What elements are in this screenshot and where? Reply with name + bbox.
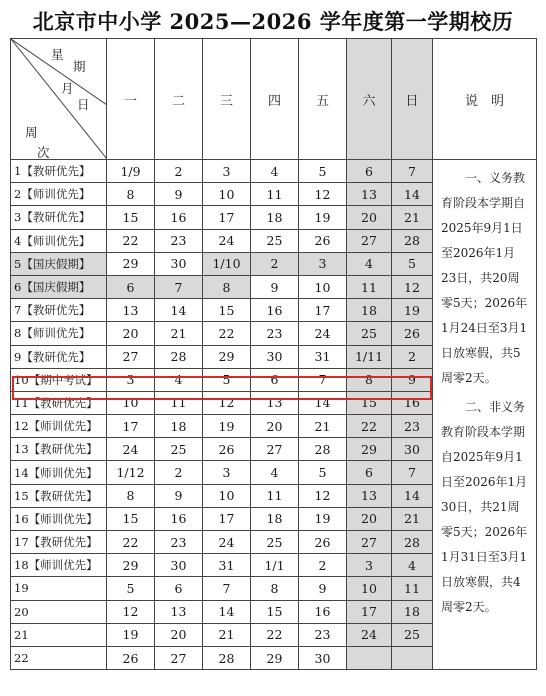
day-cell: 2 bbox=[299, 554, 347, 577]
day-cell: 31 bbox=[299, 345, 347, 368]
day-cell: 15 bbox=[251, 600, 299, 623]
day-cell: 15 bbox=[347, 391, 392, 414]
day-cell: 17 bbox=[203, 206, 251, 229]
day-cell: 2 bbox=[392, 345, 433, 368]
day-cell: 4 bbox=[251, 461, 299, 484]
week-row bbox=[11, 160, 537, 183]
day-cell: 7 bbox=[299, 368, 347, 391]
day-cell: 21 bbox=[392, 507, 433, 530]
day-cell: 24 bbox=[107, 438, 155, 461]
week-label: 3【教研优先】 bbox=[11, 206, 107, 229]
school-calendar-table bbox=[10, 38, 537, 670]
day-cell: 7 bbox=[155, 275, 203, 298]
day-cell: 8 bbox=[107, 183, 155, 206]
day-cell: 26 bbox=[299, 229, 347, 252]
day-cell: 14 bbox=[155, 299, 203, 322]
day-cell: 17 bbox=[347, 600, 392, 623]
day-cell: 25 bbox=[347, 322, 392, 345]
corner-label-ri: 日 bbox=[77, 97, 90, 112]
day-cell: 12 bbox=[392, 275, 433, 298]
day-cell: 19 bbox=[299, 507, 347, 530]
day-cell: 4 bbox=[347, 252, 392, 275]
day-cell: 16 bbox=[299, 600, 347, 623]
day-header-thu: 四 bbox=[251, 39, 299, 160]
day-cell: 5 bbox=[203, 368, 251, 391]
day-cell: 19 bbox=[203, 415, 251, 438]
day-cell: 20 bbox=[347, 507, 392, 530]
week-label: 9【教研优先】 bbox=[11, 345, 107, 368]
day-cell: 21 bbox=[203, 623, 251, 646]
day-cell: 29 bbox=[203, 345, 251, 368]
day-cell: 9 bbox=[251, 275, 299, 298]
day-cell: 14 bbox=[299, 391, 347, 414]
day-cell: 3 bbox=[107, 368, 155, 391]
day-header-wed: 三 bbox=[203, 39, 251, 160]
day-cell: 22 bbox=[347, 415, 392, 438]
day-cell: 24 bbox=[203, 229, 251, 252]
day-header-mon: 一 bbox=[107, 39, 155, 160]
day-cell: 30 bbox=[392, 438, 433, 461]
day-cell: 11 bbox=[155, 391, 203, 414]
day-cell: 4 bbox=[251, 160, 299, 183]
day-cell: 6 bbox=[155, 577, 203, 600]
day-cell: 27 bbox=[155, 646, 203, 669]
day-cell: 25 bbox=[155, 438, 203, 461]
day-cell: 6 bbox=[107, 275, 155, 298]
day-cell: 22 bbox=[251, 623, 299, 646]
day-cell: 23 bbox=[155, 531, 203, 554]
day-cell: 28 bbox=[155, 345, 203, 368]
day-cell: 26 bbox=[299, 531, 347, 554]
corner-label-yue: 月 bbox=[61, 81, 74, 96]
day-cell: 6 bbox=[347, 461, 392, 484]
week-label: 5【国庆假期】 bbox=[11, 252, 107, 275]
day-cell: 13 bbox=[155, 600, 203, 623]
day-cell: 21 bbox=[299, 415, 347, 438]
day-cell: 24 bbox=[347, 623, 392, 646]
day-cell: 23 bbox=[299, 623, 347, 646]
day-cell: 30 bbox=[251, 345, 299, 368]
day-cell: 15 bbox=[107, 507, 155, 530]
day-cell: 9 bbox=[155, 183, 203, 206]
day-cell: 11 bbox=[392, 577, 433, 600]
day-cell: 9 bbox=[392, 368, 433, 391]
day-cell: 4 bbox=[155, 368, 203, 391]
day-cell: 30 bbox=[155, 554, 203, 577]
day-cell: 16 bbox=[155, 507, 203, 530]
day-cell: 18 bbox=[347, 299, 392, 322]
day-cell: 8 bbox=[347, 368, 392, 391]
week-label: 17【教研优先】 bbox=[11, 531, 107, 554]
corner-header bbox=[11, 39, 107, 160]
day-cell: 19 bbox=[392, 299, 433, 322]
day-cell: 5 bbox=[107, 577, 155, 600]
day-cell bbox=[347, 646, 392, 669]
day-cell: 11 bbox=[347, 275, 392, 298]
page-title: 北京市中小学 2025—2026 学年度第一学期校历 bbox=[32, 9, 514, 34]
day-cell: 13 bbox=[107, 299, 155, 322]
day-cell: 14 bbox=[203, 600, 251, 623]
day-cell: 19 bbox=[107, 623, 155, 646]
week-label: 1【教研优先】 bbox=[11, 160, 107, 183]
week-label: 13【教研优先】 bbox=[11, 438, 107, 461]
day-cell: 27 bbox=[107, 345, 155, 368]
day-cell: 22 bbox=[203, 322, 251, 345]
week-label: 14【师训优先】 bbox=[11, 461, 107, 484]
day-cell: 2 bbox=[251, 252, 299, 275]
day-cell: 16 bbox=[155, 206, 203, 229]
day-cell: 11 bbox=[251, 484, 299, 507]
day-cell: 25 bbox=[392, 623, 433, 646]
day-cell: 26 bbox=[203, 438, 251, 461]
day-cell: 8 bbox=[203, 275, 251, 298]
day-cell: 15 bbox=[107, 206, 155, 229]
day-cell: 5 bbox=[299, 461, 347, 484]
day-cell: 29 bbox=[107, 252, 155, 275]
day-cell: 31 bbox=[203, 554, 251, 577]
day-cell: 1/10 bbox=[203, 252, 251, 275]
day-cell: 1/9 bbox=[107, 160, 155, 183]
day-cell: 4 bbox=[392, 554, 433, 577]
day-cell: 17 bbox=[107, 415, 155, 438]
day-cell: 7 bbox=[392, 160, 433, 183]
day-cell: 25 bbox=[251, 229, 299, 252]
day-cell: 30 bbox=[155, 252, 203, 275]
day-cell: 5 bbox=[299, 160, 347, 183]
day-cell: 13 bbox=[347, 183, 392, 206]
day-cell: 3 bbox=[347, 554, 392, 577]
day-cell: 12 bbox=[107, 600, 155, 623]
note-paragraph: 二、非义务教育阶段本学期自2025年9月1日至2026年1月30日，共21周零5天；2026年1月31日至3月1日放寒假，共4周零2天。 bbox=[441, 400, 528, 614]
day-cell: 3 bbox=[203, 160, 251, 183]
week-label: 19 bbox=[11, 577, 107, 600]
day-cell: 28 bbox=[203, 646, 251, 669]
day-cell: 3 bbox=[203, 461, 251, 484]
day-cell: 10 bbox=[347, 577, 392, 600]
week-label: 2【师训优先】 bbox=[11, 183, 107, 206]
day-cell: 12 bbox=[203, 391, 251, 414]
day-cell: 22 bbox=[107, 531, 155, 554]
week-label: 7【教研优先】 bbox=[11, 299, 107, 322]
day-cell: 16 bbox=[392, 391, 433, 414]
week-label: 6【国庆假期】 bbox=[11, 275, 107, 298]
day-cell: 10 bbox=[203, 183, 251, 206]
week-label: 8【师训优先】 bbox=[11, 322, 107, 345]
day-cell: 2 bbox=[155, 160, 203, 183]
notes-header: 说 明 bbox=[433, 39, 537, 160]
day-cell: 20 bbox=[107, 322, 155, 345]
day-cell: 2 bbox=[155, 461, 203, 484]
week-label: 15【教研优先】 bbox=[11, 484, 107, 507]
day-cell: 14 bbox=[392, 484, 433, 507]
day-cell: 12 bbox=[299, 183, 347, 206]
day-cell: 3 bbox=[299, 252, 347, 275]
week-label: 22 bbox=[11, 646, 107, 669]
day-cell: 27 bbox=[347, 229, 392, 252]
week-label: 21 bbox=[11, 623, 107, 646]
day-cell: 10 bbox=[299, 275, 347, 298]
day-cell: 23 bbox=[155, 229, 203, 252]
day-cell: 8 bbox=[107, 484, 155, 507]
day-cell: 18 bbox=[392, 600, 433, 623]
day-cell: 1/1 bbox=[251, 554, 299, 577]
week-label: 16【师训优先】 bbox=[11, 507, 107, 530]
day-cell: 21 bbox=[155, 322, 203, 345]
day-cell: 23 bbox=[392, 415, 433, 438]
day-cell: 13 bbox=[251, 391, 299, 414]
day-cell: 29 bbox=[107, 554, 155, 577]
corner-label-qi: 期 bbox=[73, 59, 86, 74]
day-cell: 20 bbox=[251, 415, 299, 438]
day-cell: 1/12 bbox=[107, 461, 155, 484]
day-cell: 13 bbox=[347, 484, 392, 507]
day-cell: 19 bbox=[299, 206, 347, 229]
note-paragraph: 一、义务教育阶段本学期自2025年9月1日至2026年1月23日，共20周零5天；2026年1月24日至3月1日放寒假，共5周零2天。 bbox=[441, 171, 528, 385]
day-cell: 18 bbox=[251, 507, 299, 530]
day-header-fri: 五 bbox=[299, 39, 347, 160]
day-cell: 25 bbox=[251, 531, 299, 554]
day-cell: 17 bbox=[299, 299, 347, 322]
day-cell bbox=[392, 646, 433, 669]
day-cell: 1/11 bbox=[347, 345, 392, 368]
header-row bbox=[11, 39, 537, 160]
day-cell: 18 bbox=[251, 206, 299, 229]
day-cell: 28 bbox=[392, 531, 433, 554]
corner-label-ci: 次 bbox=[37, 145, 50, 160]
week-label: 18【师训优先】 bbox=[11, 554, 107, 577]
day-cell: 23 bbox=[251, 322, 299, 345]
day-cell: 26 bbox=[107, 646, 155, 669]
day-cell: 16 bbox=[251, 299, 299, 322]
corner-label-xing: 星 bbox=[51, 47, 64, 62]
day-cell: 5 bbox=[392, 252, 433, 275]
day-cell: 27 bbox=[251, 438, 299, 461]
day-cell: 6 bbox=[347, 160, 392, 183]
day-cell: 28 bbox=[392, 229, 433, 252]
day-cell: 15 bbox=[203, 299, 251, 322]
day-cell: 7 bbox=[203, 577, 251, 600]
day-cell: 20 bbox=[347, 206, 392, 229]
week-label: 10【期中考试】 bbox=[11, 368, 107, 391]
day-cell: 8 bbox=[251, 577, 299, 600]
day-cell: 14 bbox=[392, 183, 433, 206]
day-cell: 28 bbox=[299, 438, 347, 461]
notes-cell bbox=[433, 160, 537, 670]
day-cell: 27 bbox=[347, 531, 392, 554]
day-cell: 20 bbox=[155, 623, 203, 646]
day-cell: 22 bbox=[107, 229, 155, 252]
day-cell: 29 bbox=[347, 438, 392, 461]
day-cell: 9 bbox=[299, 577, 347, 600]
day-cell: 29 bbox=[251, 646, 299, 669]
day-cell: 24 bbox=[203, 531, 251, 554]
week-label: 4【师训优先】 bbox=[11, 229, 107, 252]
day-header-sun: 日 bbox=[392, 39, 433, 160]
day-cell: 24 bbox=[299, 322, 347, 345]
day-cell: 9 bbox=[155, 484, 203, 507]
day-cell: 11 bbox=[251, 183, 299, 206]
week-label: 11【教研优先】 bbox=[11, 391, 107, 414]
day-cell: 26 bbox=[392, 322, 433, 345]
day-cell: 6 bbox=[251, 368, 299, 391]
day-cell: 7 bbox=[392, 461, 433, 484]
corner-label-zhou: 周 bbox=[25, 125, 38, 140]
day-header-sat: 六 bbox=[347, 39, 392, 160]
week-label: 12【师训优先】 bbox=[11, 415, 107, 438]
week-label: 20 bbox=[11, 600, 107, 623]
day-cell: 10 bbox=[107, 391, 155, 414]
day-cell: 21 bbox=[392, 206, 433, 229]
day-cell: 30 bbox=[299, 646, 347, 669]
day-cell: 18 bbox=[155, 415, 203, 438]
day-cell: 17 bbox=[203, 507, 251, 530]
day-cell: 10 bbox=[203, 484, 251, 507]
day-header-tue: 二 bbox=[155, 39, 203, 160]
day-cell: 12 bbox=[299, 484, 347, 507]
